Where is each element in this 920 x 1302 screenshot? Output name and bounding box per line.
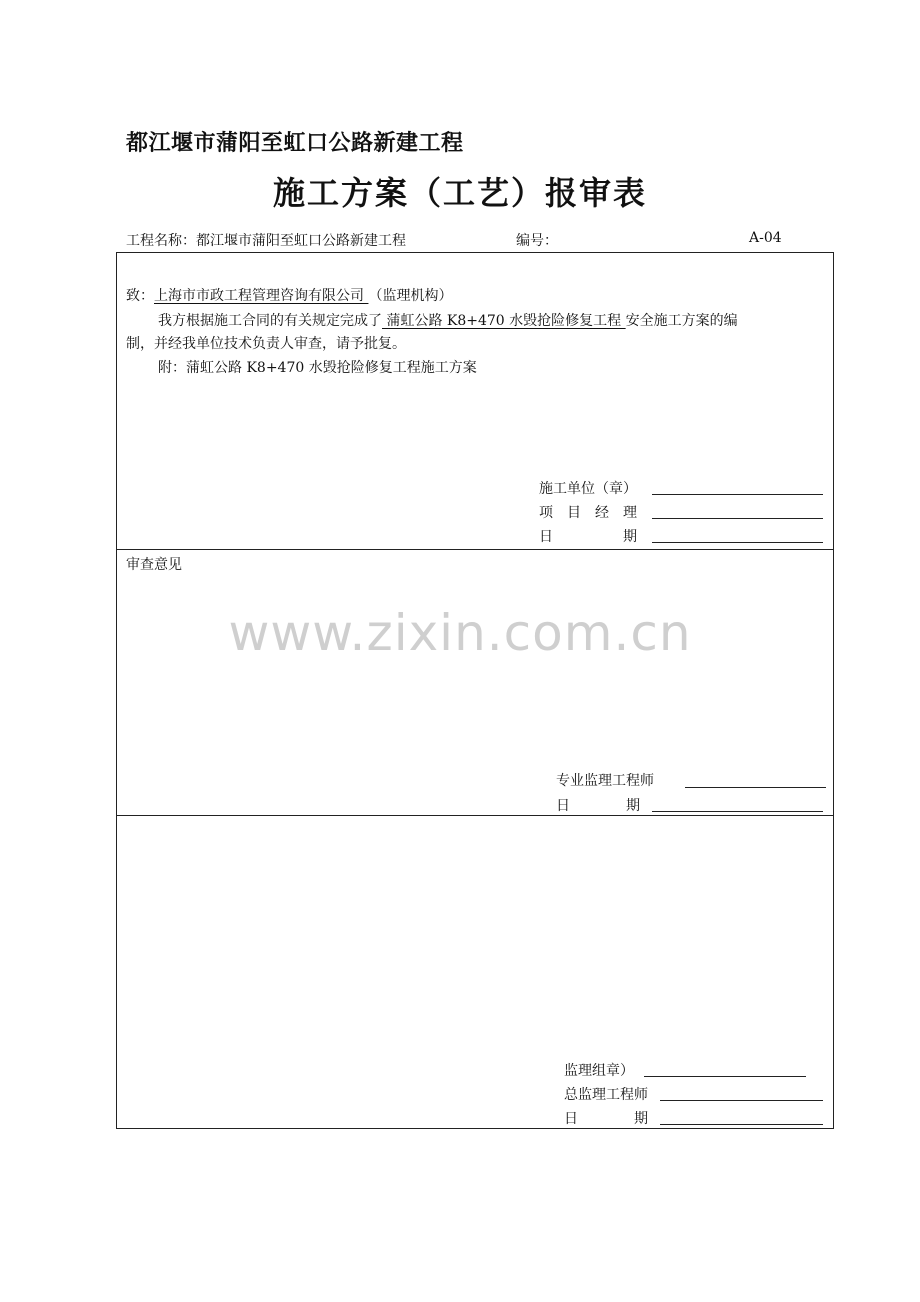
body-prefix: 我方根据施工合同的有关规定完成了 xyxy=(158,313,382,329)
form-table xyxy=(116,252,834,1129)
chief-engineer-label: 总监理工程师 xyxy=(564,1087,648,1103)
section-divider-2 xyxy=(116,815,834,816)
watermark: www.zixin.com.cn xyxy=(228,604,692,662)
final-date-label: 日 期 xyxy=(564,1111,648,1127)
engineer-sign-line xyxy=(685,787,826,788)
seal-line xyxy=(644,1076,806,1077)
sign-date-label: 日 期 xyxy=(539,529,637,545)
submission-body-line2: 制，并经我单位技术负责人审查，请予批复。 xyxy=(126,336,406,352)
body-suffix: 安全施工方案的编 xyxy=(625,313,738,329)
submission-body-line1 xyxy=(158,310,738,330)
number-value: A-04 xyxy=(749,230,782,246)
project-item: 蒲虹公路 K8+470 水毁抢险修复工程 xyxy=(382,313,626,329)
attachment-line: 附：蒲虹公路 K8+470 水毁抢险修复工程施工方案 xyxy=(158,360,477,376)
project-name-label: 工程名称： xyxy=(126,233,196,249)
section-divider-1 xyxy=(116,549,834,550)
final-date-line xyxy=(660,1124,823,1125)
number-label: 编号： xyxy=(516,233,558,249)
supervisor-suffix: （监理机构） xyxy=(368,288,453,304)
form-title: 施工方案（工艺）报审表 xyxy=(272,174,647,212)
review-date-line xyxy=(652,811,823,812)
project-title: 都江堰市蒲阳至虹口公路新建工程 xyxy=(126,131,464,156)
sign-manager-label: 项 目 经 理 xyxy=(539,505,637,521)
sign-unit-line xyxy=(652,494,823,495)
submission-to-line xyxy=(126,285,452,305)
seal-label: 监理组章） xyxy=(564,1063,634,1079)
chief-engineer-line xyxy=(660,1100,823,1101)
sign-manager-line xyxy=(652,518,823,519)
sign-unit-label: 施工单位（章） xyxy=(539,481,637,497)
sign-date-line xyxy=(652,542,823,543)
project-name-value: 都江堰市蒲阳至虹口公路新建工程 xyxy=(196,233,406,249)
engineer-label: 专业监理工程师 xyxy=(556,773,654,789)
review-date-label: 日 期 xyxy=(556,798,640,814)
review-opinion-label: 审查意见 xyxy=(126,557,182,573)
supervisor-org: 上海市市政工程管理咨询有限公司 xyxy=(154,288,369,304)
to-label: 致： xyxy=(126,288,154,304)
